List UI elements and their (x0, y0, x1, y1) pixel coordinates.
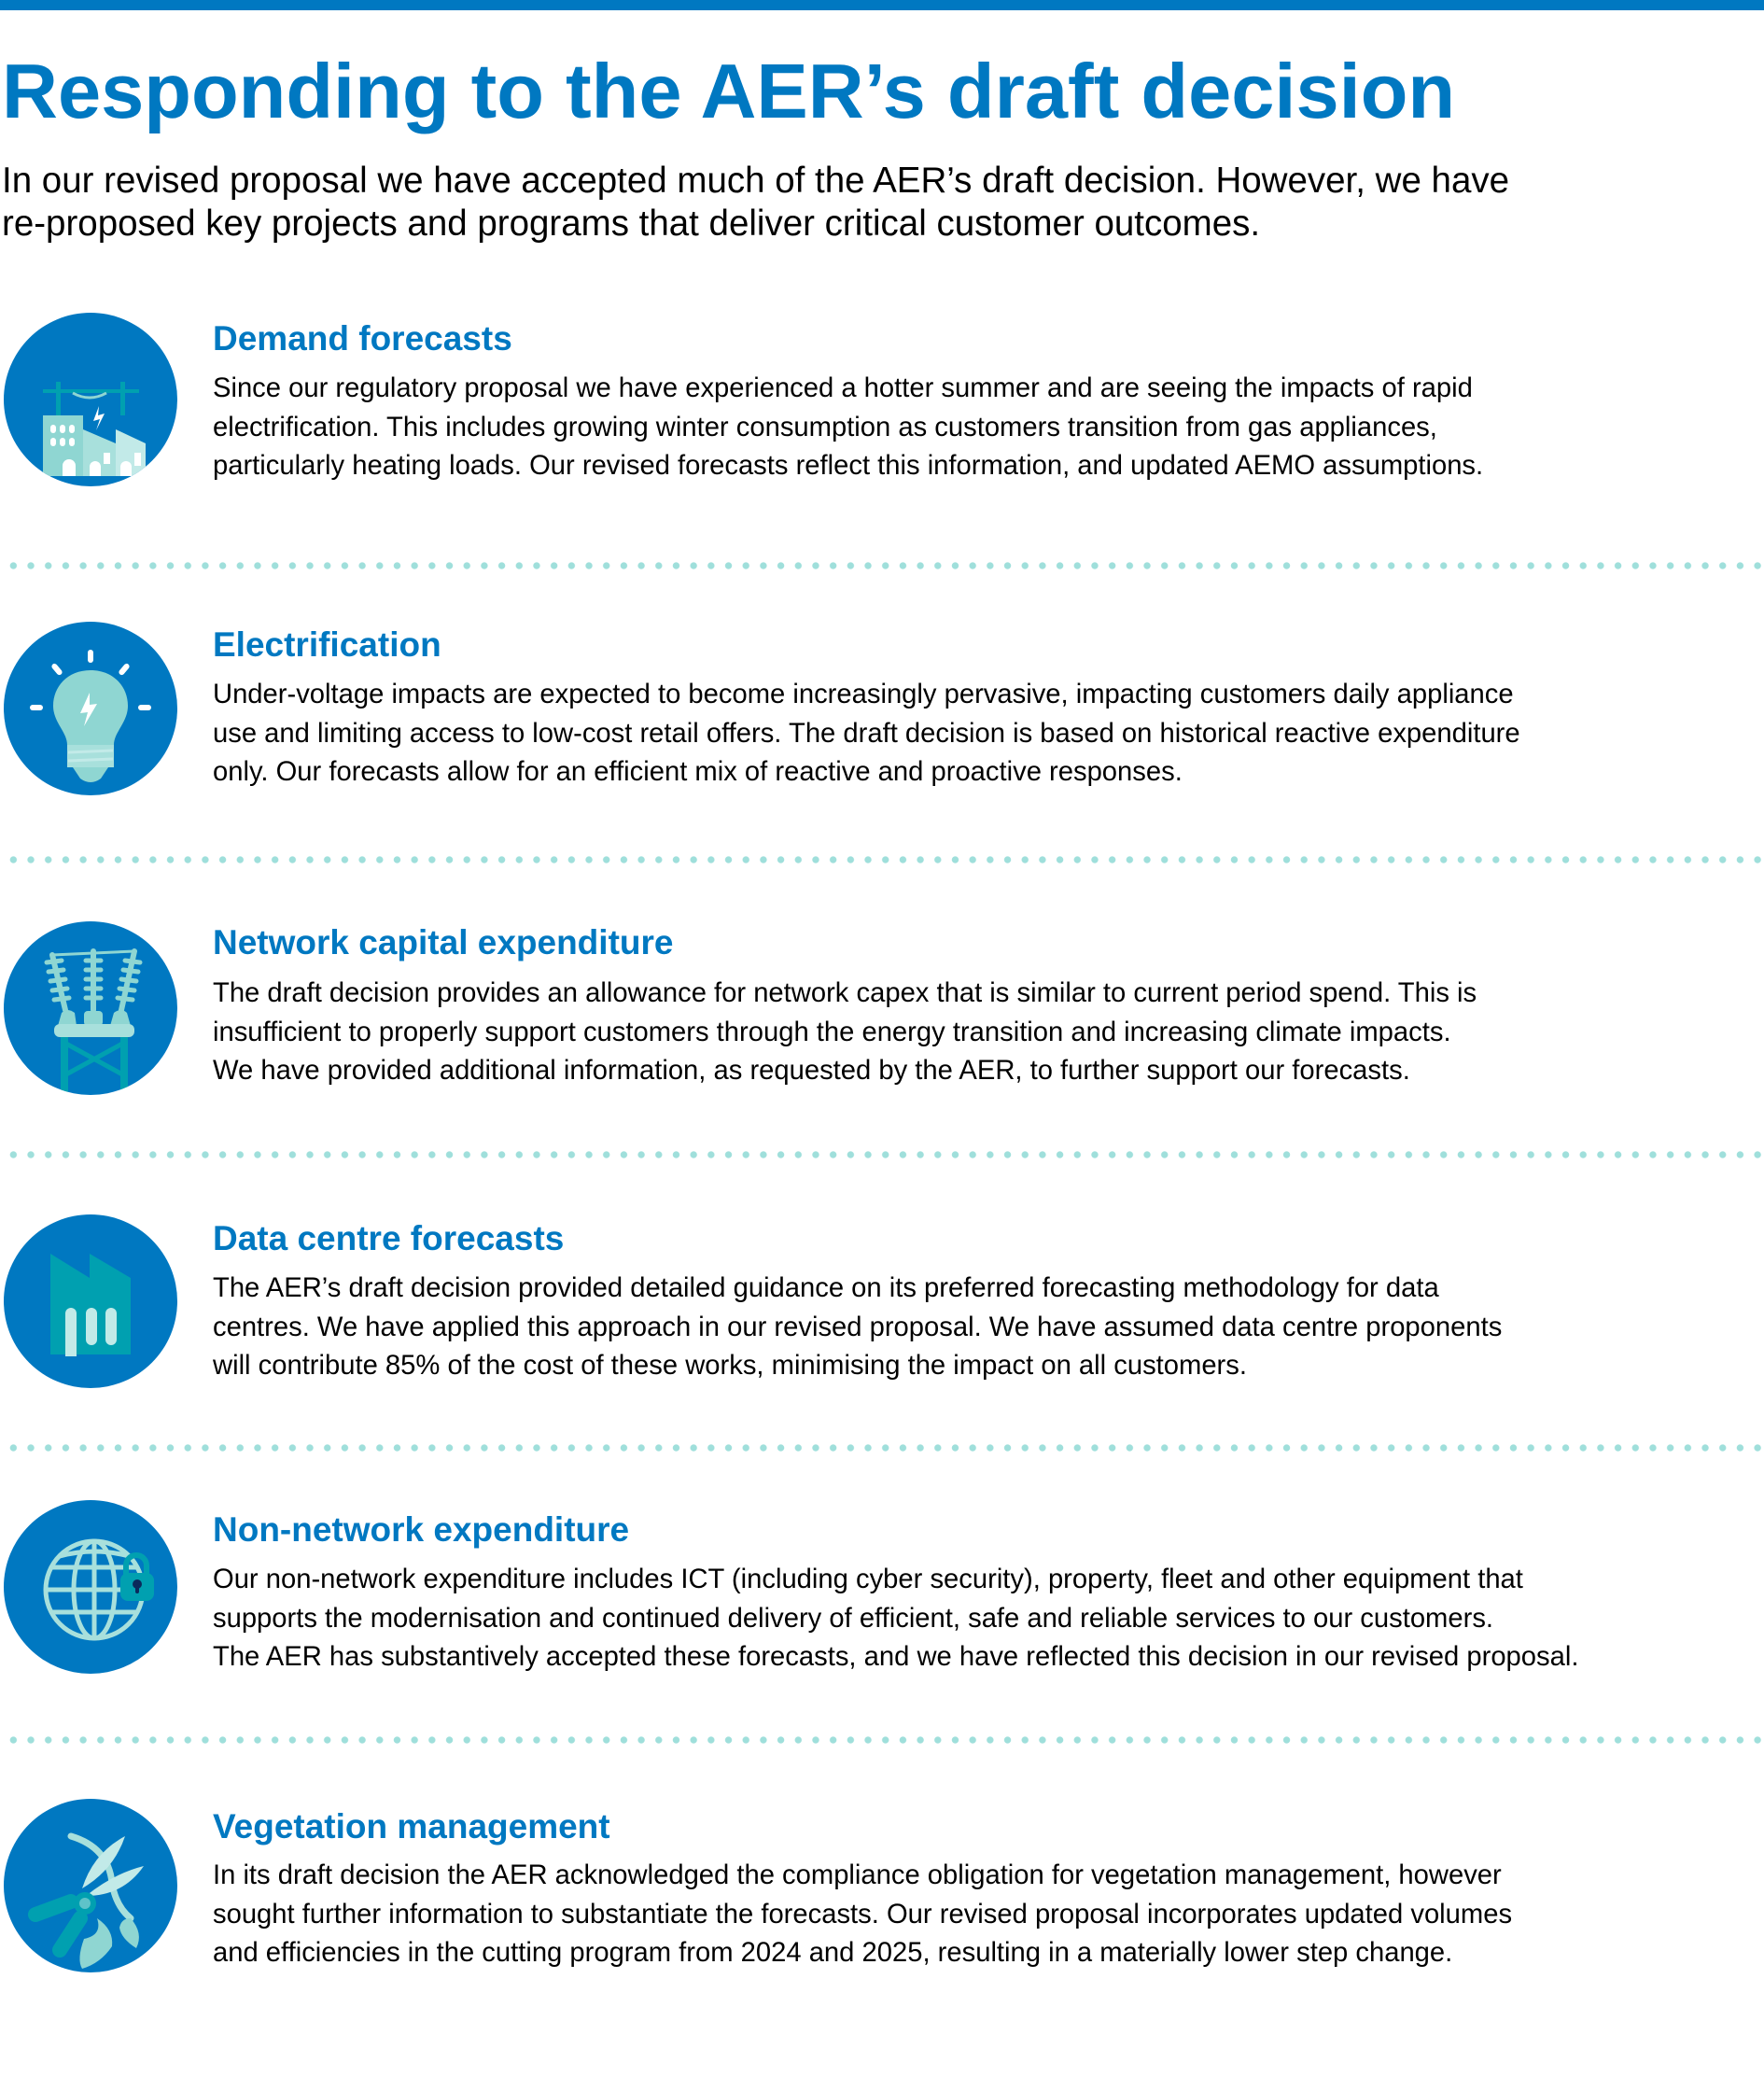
body-line: use and limiting access to low-cost retail offers. The draft decision is based on historical reactive expenditure (213, 718, 1520, 749)
section-heading: Data centre forecasts (213, 1219, 565, 1257)
section-heading: Network capital expenditure (213, 923, 674, 961)
body-line: Since our regulatory proposal we have experienced a hotter summer and are seeing the impacts of rapid (213, 373, 1473, 403)
section-body (213, 676, 1762, 793)
intro-paragraph (2, 160, 1757, 246)
section-body (213, 1857, 1762, 1973)
dotted-divider (5, 1736, 1764, 1744)
body-line: In its draft decision the AER acknowledged the compliance obligation for vegetation management, however (213, 1860, 1502, 1890)
intro-line: re-proposed key projects and programs that deliver critical customer outcomes. (2, 203, 1261, 244)
dotted-divider (5, 856, 1764, 863)
body-line: sought further information to substantiate the forecasts. Our revised proposal incorporates updated volumes (213, 1899, 1513, 1930)
section-body (213, 370, 1762, 486)
body-line: electrification. This includes growing winter consumption as customers transition from gas appliances, (213, 412, 1437, 442)
section-heading: Electrification (213, 625, 441, 664)
body-line: only. Our forecasts allow for an efficient mix of reactive and proactive responses. (213, 757, 1183, 787)
section-heading: Demand forecasts (213, 319, 512, 358)
top-accent-bar (0, 0, 1764, 10)
body-line: Under-voltage impacts are expected to become increasingly pervasive, impacting customers daily appliance (213, 680, 1514, 709)
body-line: We have provided additional information, as requested by the AER, to further support our forecasts. (213, 1056, 1410, 1086)
factory-icon (4, 1214, 177, 1388)
body-line: will contribute 85% of the cost of these works, minimising the impact on all customers. (213, 1351, 1247, 1381)
body-line: The draft decision provides an allowance for network capex that is similar to current period spend. This is (213, 978, 1477, 1008)
dotted-divider (5, 562, 1764, 569)
section-body (213, 1561, 1762, 1677)
body-line: particularly heating loads. Our revised forecasts reflect this information, and updated AEMO assumptions. (213, 451, 1484, 481)
section-demand-forecasts (0, 308, 1764, 588)
transformer-icon (4, 921, 177, 1095)
dotted-divider (5, 1444, 1764, 1452)
pruning-shears-icon (4, 1799, 177, 1972)
intro-line: In our revised proposal we have accepted much of the AER’s draft decision. However, we have (2, 161, 1510, 201)
section-heading: Vegetation management (213, 1807, 610, 1845)
section-vegetation-management (0, 1797, 1764, 2077)
section-body (213, 1270, 1762, 1386)
lightbulb-icon (4, 622, 177, 795)
section-body (213, 975, 1762, 1091)
dotted-divider (5, 1151, 1764, 1158)
city-power-icon (4, 313, 177, 486)
body-line: insufficient to properly support customers through the energy transition and increasing climate impacts. (213, 1017, 1451, 1047)
body-line: The AER’s draft decision provided detailed guidance on its preferred forecasting methodology for data (213, 1273, 1439, 1303)
body-line: The AER has substantively accepted these forecasts, and we have reflected this decision in our revised proposal. (213, 1642, 1579, 1672)
page-title: Responding to the AER’s draft decision (2, 48, 1456, 134)
body-line: supports the modernisation and continued delivery of efficient, safe and reliable services to our customers. (213, 1603, 1494, 1634)
body-line: Our non-network expenditure includes ICT (including cyber security), property, fleet and other equipment that (213, 1565, 1523, 1594)
body-line: centres. We have applied this approach in our revised proposal. We have assumed data centre proponents (213, 1312, 1503, 1342)
section-heading: Non-network expenditure (213, 1510, 630, 1549)
globe-lock-icon (4, 1500, 177, 1674)
section-electrification (0, 616, 1764, 896)
body-line: and efficiencies in the cutting program from 2024 and 2025, resulting in a materially lower step change. (213, 1938, 1453, 1968)
